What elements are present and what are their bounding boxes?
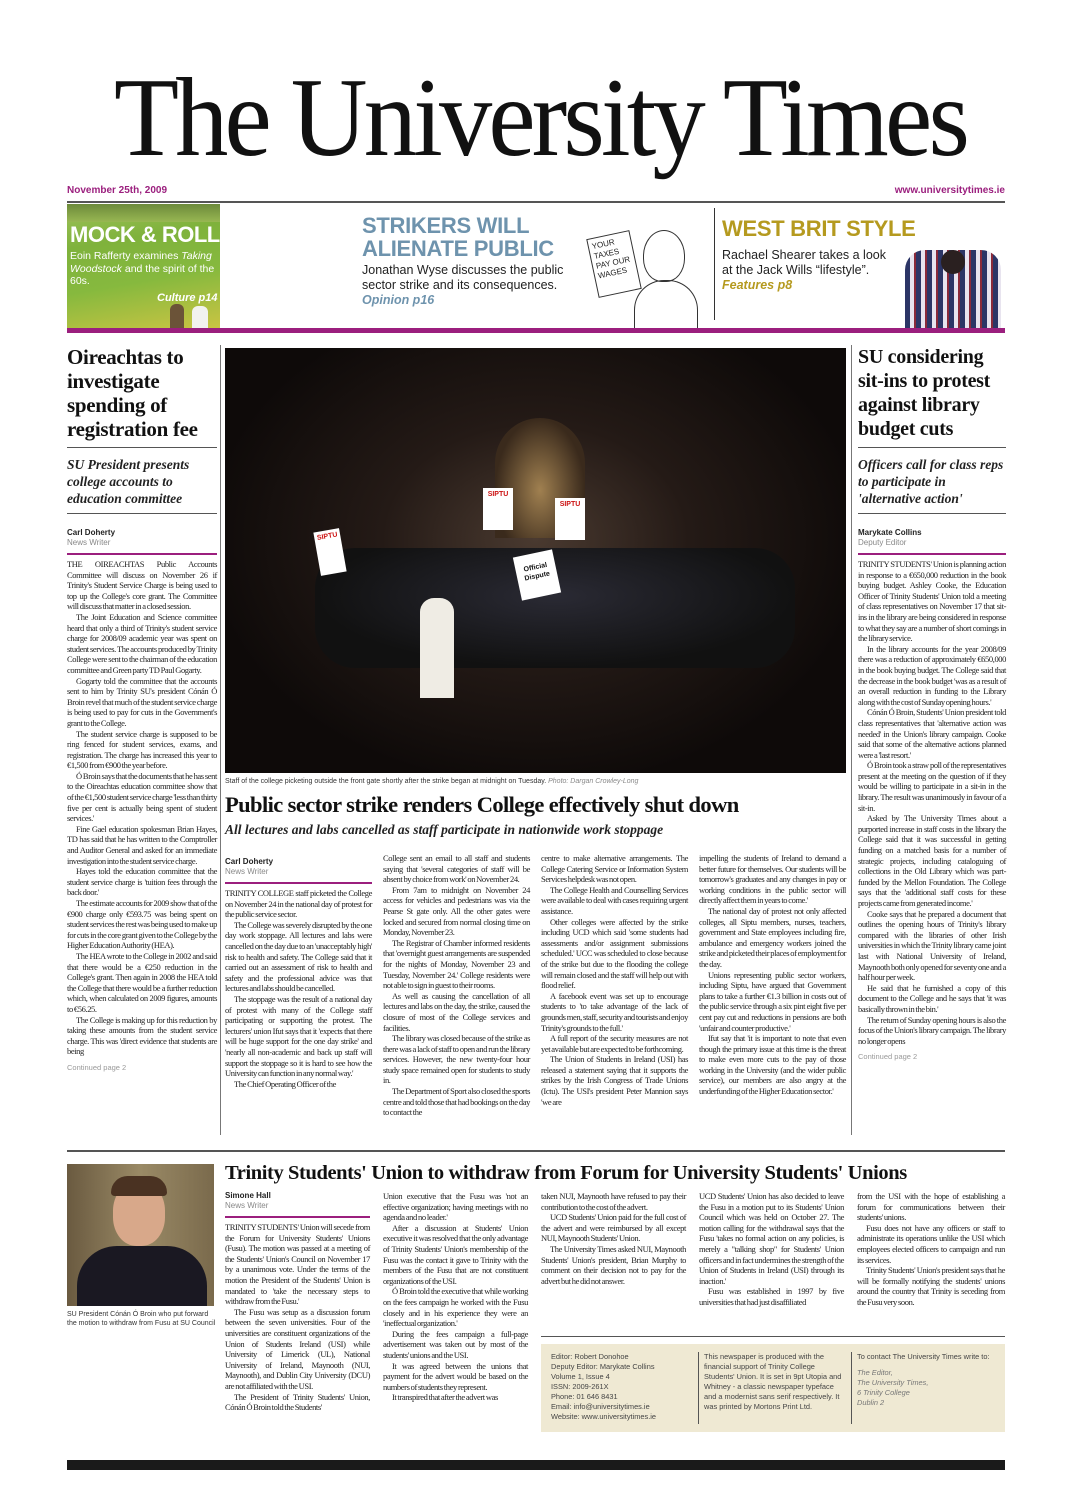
divider <box>858 513 1006 514</box>
paragraph: In the library accounts for the year 2008/09 there was a reduction of approximately €650,000 in the book buying budget. The College said that the decrease in the book budget 'was as a result of an overall reduction in funding to the Library along with the cost of Sunday opening hours.' <box>858 643 1006 707</box>
paragraph: As well as causing the cancellation of all lectures and labs on the day, the strike, caused the closure of most of the College services and facilities. <box>383 990 530 1033</box>
person-figure <box>192 306 208 328</box>
byline-rule <box>225 882 372 884</box>
paragraph: TRINITY COLLEGE staff picketed the College on November 24 in the national day of protest for the public service sector. <box>225 888 372 920</box>
paragraph: From 7am to midnight on November 24 access for vehicles and pedestrians was via the Pearse St gate only. All the other gates were locked and secured from normal closing time on Monday, November 23. <box>383 884 530 938</box>
byline-role: News Writer <box>225 1201 269 1210</box>
main-story-deck: All lectures and labs cancelled as staff participate in nationwide work stoppage <box>225 822 664 837</box>
paragraph: The return of Sunday opening hours is also the focus of the Union's library campaign. The library no longer opens <box>858 1014 1006 1046</box>
masthead-title: The University Times <box>113 56 967 180</box>
continued-link[interactable]: Continued page 2 <box>858 1052 918 1062</box>
paragraph: Ó Broin took a straw poll of the representatives present at the meeting on the question of if they would be willing to participate in a sit-in in the library. The result was unanimously in favour of a sit-in. <box>858 760 1006 813</box>
column-body <box>225 1222 370 1413</box>
paragraph: Trinity Students' Union's president says that he will be formally notifying the students' unions around the country that Trinity is seceding from the Fusu very soon. <box>857 1265 1005 1307</box>
paragraph: TRINITY STUDENTS' Union is planning action in response to a €650,000 reduction in the book buying budget. Ashley Cooke, the Education Officer of Trinity Students' Union told a meeting of class representatives on November 17 that sit-ins in the library are being considered in response to what they say are a number of short comings in the library service. <box>858 559 1006 644</box>
issue-date: November 25th, 2009 <box>67 185 168 196</box>
paragraph: The Fusu was setup as a discussion forum between the seven universities. Four of the universities are constituent organizations of the Union of Students Ireland (USI) while University of Limerick (UL), National University of Ireland, Maynooth (NUI, Maynooth), and Dublin City University (DCU) are not affiliated with the USI. <box>225 1306 370 1391</box>
byline-rule <box>67 553 217 555</box>
teaser-culture-text: Eoin Rafferty examines Taking Woodstock and the spirit of the 60s. <box>70 250 215 287</box>
cartoon-illustration <box>588 212 710 328</box>
left-story <box>67 345 217 1072</box>
bottom-story-column-4 <box>699 1191 844 1308</box>
left-story-headline[interactable]: Oireachtas to investigate spending of registration fee <box>67 345 198 441</box>
teaser-divider <box>714 208 715 320</box>
byline-rule <box>858 553 1006 555</box>
info-divider <box>698 1352 699 1424</box>
byline-author: Simone Hall <box>225 1191 271 1200</box>
paragraph: The Chief Operating Officer of the <box>234 1078 336 1089</box>
info-editor: Editor: Robert Donohoe <box>551 1352 629 1361</box>
main-photo-caption: Staff of the college picketing outside the front gate shortly after the strike began at midnight on Tuesday. Photo: Dargan Crowley-Long <box>225 778 639 785</box>
paragraph: Ifut say that 'it is important to note that even though the primary issue at this time is the threat to make even more cuts to the pay of those working in the University (and the wider public service), our members are also angry at the underfunding of the Higher Education sector.' <box>699 1033 846 1097</box>
paragraph: Hayes told the education committee that the student service charge is 'tuition fees through the back door.' <box>67 866 217 898</box>
paragraph: A full report of the security measures are not yet available but are expected to be forthcoming. <box>541 1033 688 1054</box>
paragraph: The College was severely disrupted by the one day work stoppage. All lectures and labs were cancelled on the day due to an 'unacceptably high' risk to health and safety. The College said that it carried out an assessment of risk to health and safety and the professional advice was that lectures and labs should be cancelled. <box>225 919 372 994</box>
paragraph: It was agreed between the unions that payment for the advert would be based on the numbers of students they represent. <box>383 1360 528 1392</box>
placard: SIPTU <box>483 488 513 530</box>
paragraph: Unions representing public sector workers, including Siptu, have argued that Government plans to take a further €1.3 billion in costs out of the public service through a six pint eight five per cent pay cut and reductions in pensions are both 'unfair and counter productive.' <box>699 969 846 1033</box>
info-website[interactable]: Website: www.universitytimes.ie <box>551 1412 657 1421</box>
info-divider <box>851 1352 852 1424</box>
paragraph: The Department of Sport also closed the sports centre and told those that had bookings on the day to contact the <box>383 1086 530 1118</box>
info-rule <box>541 1336 1005 1337</box>
paragraph: Other colleges were affected by the strike including UCD which said 'some students had assessments and/or assignment submissions scheduled.' UCC was scheduled to close because of the strike but due to the flooding the college will remain closed and the staff will help out with flood relief. <box>541 916 688 991</box>
info-box <box>541 1344 1005 1432</box>
info-staff <box>551 1352 696 1422</box>
cartoon-head <box>643 230 685 282</box>
teaser-bottom-rule <box>67 328 1005 333</box>
paragraph: Fusu does not have any officers or staff to administrate its operations unlike the USI which employees elected officers to campaign and run its services. <box>857 1222 1005 1265</box>
teaser-features-title: WEST BRIT STYLE <box>722 216 916 241</box>
hair <box>111 1176 167 1196</box>
photo-credit: Photo: Dargan Crowley-Long <box>548 778 639 785</box>
info-production: This newspaper is produced with the financial support of Trinity College Students' Union. It is set in 9pt Utopia and Whitney - a classic newspaper typeface and a modernist sans serif respectively. It was printed by Mortons Print Ltd. <box>704 1352 842 1411</box>
info-contact <box>857 1352 999 1408</box>
field-photo-background <box>67 204 220 222</box>
paragraph: The estimate accounts for 2009 show that of the €900 charge only €593.75 was being spent on student services the rest was being used to make up for cuts in the core grant given to the College by the Higher Education Authority (HEA). <box>67 898 217 951</box>
paragraph: Fine Gael education spokesman Brian Hayes, TD has said that he has written to the Comptroller and Auditor General and asked for an immediate investigation into the student service charge. <box>67 823 217 866</box>
paragraph: from the USI with the hope of establishing a forum for communications between their students' unions. <box>857 1191 1005 1223</box>
teaser-features-text: Rachael Shearer takes a look at the Jack Wills “lifestyle”. Features p8 <box>722 248 886 292</box>
shirt <box>77 1246 207 1306</box>
cartoon-sign: YOUR TAXES PAY OUR WAGES <box>586 230 642 298</box>
teaser-culture-page-ref[interactable]: Culture p14 <box>157 292 218 304</box>
paragraph: The President of Trinity Students' Union, Cónán Ó Broin told the Students' <box>225 1391 370 1413</box>
left-story-deck: SU President presents college accounts to education committee <box>67 457 190 506</box>
contact-address: The Editor, The University Times, 6 Trinity College Dublin 2 <box>857 1368 929 1407</box>
paragraph: Union executive that the Fusu was 'not an effective organization; having meetings with no agenda and no leader.' <box>383 1191 528 1223</box>
person-figure <box>170 304 184 328</box>
placard: SIPTU <box>555 498 585 540</box>
main-story-column-1 <box>225 857 372 1089</box>
info-deputy-editor: Deputy Editor: Marykate Collins <box>551 1362 655 1371</box>
teaser-opinion-title: STRIKERS WILL ALIENATE PUBLIC <box>362 213 554 261</box>
paragraph: The College Health and Counselling Services were available to deal with cases requiring urgent assistance. <box>541 884 688 916</box>
paragraph: UCD Students' Union paid for the full cost of the advert and were reimbursed by all except NUI, Maynooth Students' Union. <box>541 1212 686 1244</box>
paragraph: Ó Broin told the executive that while working on the fees campaign he worked with the Fusu closely and in his experience they were an 'ineffectual organization.' <box>383 1286 528 1329</box>
paragraph: centre to make alternative arrangements. The College Catering Service or Information System Services helpdesk was not open. <box>541 853 688 885</box>
paragraph: impelling the students of Ireland to demand a better future for themselves. Our students will be tomorrow's graduates and any changes in pay or working conditions in the public sector will directly affect them in years to come.' <box>699 853 846 906</box>
paragraph: College sent an email to all staff and students saying that 'several categories of staff will be absent by choice from work' on November 24. <box>383 853 530 885</box>
paragraph: The University Times asked NUI, Maynooth Students' Union's president, Brian Murphy to comment on their decision not to pay for the advert but he did not answer. <box>541 1243 686 1286</box>
placard: Official Dispute <box>513 549 561 600</box>
bottom-photo-caption: SU President Cónán Ó Broin who put forward the motion to withdraw from Fusu at SU Council <box>67 1311 216 1327</box>
main-photo-picket <box>225 348 846 773</box>
su-president-photo <box>67 1164 214 1306</box>
byline-author: Carl Doherty <box>225 857 274 866</box>
bottom-story-column-5 <box>857 1191 1005 1308</box>
teaser-opinion[interactable] <box>362 214 584 308</box>
info-issn: ISSN: 2009-261X <box>551 1382 609 1391</box>
byline-author: Carl Doherty <box>67 528 116 537</box>
paragraph: He said that he furnished a copy of this document to the College and he says that 'it was basically thrown in the bin.' <box>858 982 1006 1014</box>
cartoon-body <box>634 280 698 328</box>
left-story-body <box>67 559 217 1057</box>
footer-bar <box>67 1460 1005 1470</box>
paragraph: UCD Students' Union has also decided to leave the Fusu in a motion put to its Students' Union Council which was held on October 27. The motion calling for the withdrawal says that the Fusu 'takes no formal action on any policies, is merely a "talking shop" for Students' Union officers and in fact undermines the strength of the Union of Students in Ireland (USI) through its inaction.' <box>699 1191 844 1286</box>
right-story-headline[interactable]: SU considering sit-ins to protest against library budget cuts <box>858 346 991 440</box>
info-volume: Volume 1, Issue 4 <box>551 1372 610 1381</box>
top-rule <box>67 201 1005 203</box>
info-phone: Phone: 01 646 8431 <box>551 1392 618 1401</box>
divider <box>858 447 1006 448</box>
website-link[interactable]: www.universitytimes.ie <box>894 185 1005 196</box>
byline-role: Deputy Editor <box>858 538 907 547</box>
paragraph: Fusu was established in 1997 by five universities that had just disaffiliated <box>699 1286 844 1307</box>
model-head <box>941 250 965 274</box>
paragraph: Cooke says that he prepared a document that outlines the opening hours of Trinity's library compared with the libraries of other Irish universities in which the Trinity library came joint last with National University of Ireland, Maynooth both only opened for seventy one and a half hour per week. <box>858 908 1006 983</box>
paragraph: The Joint Education and Science committee heard that only a third of Trinity's student service charge for 2008/09 academic year was spent on student services. The accounts produced by Trinity College were sent to the chairman of the education committee and Green party TD Paul Gogarty. <box>67 611 217 675</box>
info-email[interactable]: Email: info@universitytimes.ie <box>551 1402 650 1411</box>
divider <box>67 513 217 514</box>
teaser-opinion-text: Jonathan Wyse discusses the public sector strike and its consequences. Opinion p16 <box>362 263 564 307</box>
paragraph: It transpired that after the advert was <box>392 1392 498 1403</box>
byline-author: Marykate Collins <box>858 528 922 537</box>
paragraph: Ó Broin says that the documents that he has sent to the Oireachtas education committee show that of the €1,500 student service charge 'less than thirty five per cent is actually being spent of student services.' <box>67 770 217 824</box>
bottom-story-column-1 <box>225 1191 370 1413</box>
contact-intro: To contact The University Times write to: <box>857 1352 990 1361</box>
main-story-column-2 <box>383 853 530 1118</box>
continued-link[interactable]: Continued page 2 <box>67 1062 127 1072</box>
placard: SIPTU <box>313 528 346 576</box>
paragraph: THE OIREACHTAS Public Accounts Committee will discuss on November 26 if Trinity's Student Service Charge is being used to top up the College's core grant. The Committee will discuss that matter in a closed session. <box>67 559 217 612</box>
paragraph: After a discussion at Students' Union executive it was resolved that the only advantage of Trinity Students' Union's membership of the Fusu was the contact it gave to Trinity with the members of the Fusu that are not constituent organizations of the USI. <box>383 1222 528 1286</box>
protester-white-coat <box>420 598 454 698</box>
byline-role: News Writer <box>225 867 269 876</box>
paragraph: TRINITY STUDENTS' Union will secede from the Forum for University Students' Unions (Fusu). The motion was passed at a meeting of the Students' Union's Council on November 17 by a unanimous vote. Under the terms of the motion the President of the Students' Union is mandated to 'take the necessary steps to withdraw from the Fusu.' <box>225 1222 370 1307</box>
section-rule <box>67 1150 1005 1152</box>
paragraph: During the fees campaign a full-page advertisement was taken out by most of the students' unions and the USI. <box>383 1328 528 1360</box>
paragraph: The national day of protest not only affected colleges, all Siptu members, nurses, teachers, government and State employees including fire, ambulance and emergency workers joined the strike and picketed their places of employment for the day. <box>699 905 846 969</box>
paragraph: A facebook event was set up to encourage students to 'to take advantage of the lack of grounds men, staff, security and tourists and enjoy Trinity's grounds to the full.' <box>541 990 688 1033</box>
byline-rule <box>225 1216 370 1218</box>
paragraph: The Union of Students in Ireland (USI) has released a statement saying that it supports the strikes by the Irish Congress of Trade Unions (Ictu). The USI's president Peter Mannion says 'we are <box>541 1054 688 1107</box>
teaser-culture[interactable] <box>67 204 220 328</box>
column-rule <box>220 345 221 1135</box>
bottom-story-column-3 <box>541 1191 686 1286</box>
teaser-features-page-ref[interactable]: Features p8 <box>722 278 793 292</box>
bottom-story-headline[interactable]: Trinity Students' Union to withdraw from Forum for University Students' Unions <box>225 1162 907 1184</box>
striped-blazer-photo <box>905 250 1001 328</box>
paragraph: The student service charge is supposed to be ring fenced for student services, exams, and registration. The charge has increased this year to €1,500 from €900 the year before. <box>67 728 217 771</box>
right-story <box>858 345 1006 1061</box>
column-rule <box>851 345 852 1135</box>
paragraph: The library was closed because of the strike as there was a lack of staff to open and run the library services. However, the new twenty-four hour study space remained open for students to study in. <box>383 1033 530 1086</box>
paragraph: Gogarty told the committee that the accounts sent to him by Trinity SU's president Cónán Ó Broin revel that much of the student service charge is being used to pay for cuts in the Government's grant to the College. <box>67 675 217 728</box>
teaser-features[interactable] <box>722 216 916 293</box>
byline-role: News Writer <box>67 538 111 547</box>
paragraph: Cónán Ó Broin, Students' Union president told class representatives that 'alternative action was needed' in the Union's library campaign. Cooke said that some of the alternative actions planned were a 'last resort.' <box>858 707 1006 760</box>
main-story-column-4 <box>699 853 846 1097</box>
main-story-headline[interactable]: Public sector strike renders College effectively shut down <box>225 792 739 817</box>
teaser-culture-title: MOCK & ROLL <box>70 222 220 247</box>
right-story-deck: Officers call for class reps to participate in 'alternative action' <box>858 457 1004 506</box>
right-story-body <box>858 559 1006 1046</box>
paragraph: Asked by The University Times about a purported increase in staff costs in the library the College said that it was successful in getting funding on a matched basis for a number of strategic projects, including cataloguing of collections in the Old Library which was part-funded by the Mellon Foundation. The College says that the 'additional staff costs for these projects came from generated income.' <box>858 813 1006 908</box>
paragraph: The College is making up for this reduction by taking these amounts from the student service charge. This was 'direct evidence that students are being <box>67 1014 217 1057</box>
divider <box>67 447 217 448</box>
bottom-story-column-2 <box>383 1191 528 1403</box>
main-story-column-3 <box>541 853 688 1107</box>
paragraph: The stoppage was the result of a national day of protest with many of the College staff participating or supporting the protest. The lecturers' union Ifut says that it 'expects that there will be huge support for the one day strike' and 'nearly all non-academic and back up staff will support the stoppage so it is hard to see how the University can function in any normal way.' <box>225 993 372 1079</box>
paragraph: The HEA wrote to the College in 2002 and said that there would be a €250 reduction in the College's grant. Then again in 2008 the HEA told the College that there would be a further reduction which, when calculated on 2009 figures, amounts to €56.25. <box>67 950 217 1014</box>
paragraph: taken NUI, Maynooth have refused to pay their contribution to the cost of the advert. <box>541 1191 686 1212</box>
paragraph: The Registrar of Chamber informed residents that 'overnight guest arrangements are suspended for the nights of Monday, November 23 and Tuesday, November 24.' College residents were not able to sign in guest to their rooms. <box>383 937 530 991</box>
column-body <box>225 888 372 1089</box>
teaser-opinion-page-ref[interactable]: Opinion p16 <box>362 293 435 307</box>
